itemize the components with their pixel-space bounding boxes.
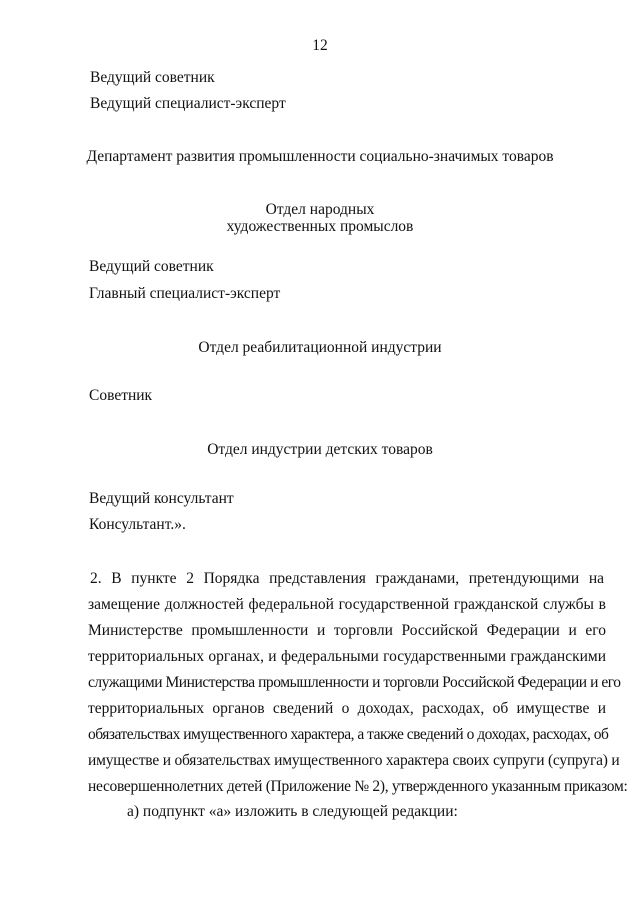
- paragraph-2-line-8: имуществе и обязательствах имущественного характера своих супруги (супруга) и: [88, 752, 620, 769]
- page-number: 12: [312, 37, 328, 54]
- paragraph-2-subitem-a: а) подпункт «а» изложить в следующей редакции:: [127, 803, 458, 820]
- paragraph-2-line-6: территориальных органов сведений о доходах, расходах, об имуществе и: [88, 700, 606, 717]
- section-children-title: Отдел индустрии детских товаров: [207, 441, 433, 458]
- block1-position-1: Ведущий советник: [90, 69, 215, 86]
- department-title: Департамент развития промышленности социально-значимых товаров: [86, 148, 554, 165]
- paragraph-2-line-9: несовершеннолетних детей (Приложение № 2), утвержденного указанным приказом:: [88, 778, 628, 795]
- section-rehab-position-1: Советник: [89, 387, 153, 404]
- paragraph-2-line-1: 2. В пункте 2 Порядка представления гражданами, претендующими на: [90, 570, 604, 587]
- section-folk-title-line-1: Отдел народных: [265, 201, 375, 218]
- block1-position-2: Ведущий специалист-эксперт: [90, 95, 286, 112]
- paragraph-2-line-7: обязательствах имущественного характера, а также сведений о доходах, расходах, об: [88, 726, 609, 743]
- section-rehab-title: Отдел реабилитационной индустрии: [198, 339, 442, 356]
- section-folk-position-2: Главный специалист-эксперт: [89, 285, 281, 302]
- section-folk-position-1: Ведущий советник: [89, 258, 214, 275]
- section-children-position-1: Ведущий консультант: [89, 490, 234, 507]
- paragraph-2-line-4: территориальных органах, и федеральными государственными гражданскими: [88, 648, 606, 665]
- paragraph-2-line-2: замещение должностей федеральной государственной гражданской службы в: [88, 596, 606, 613]
- paragraph-2-line-5: служащими Министерства промышленности и торговли Российской Федерации и его: [88, 674, 621, 691]
- section-folk-title-line-2: художественных промыслов: [226, 218, 414, 235]
- section-children-position-2: Консультант.».: [89, 516, 186, 533]
- paragraph-2-line-3: Министерстве промышленности и торговли Российской Федерации и его: [88, 622, 606, 639]
